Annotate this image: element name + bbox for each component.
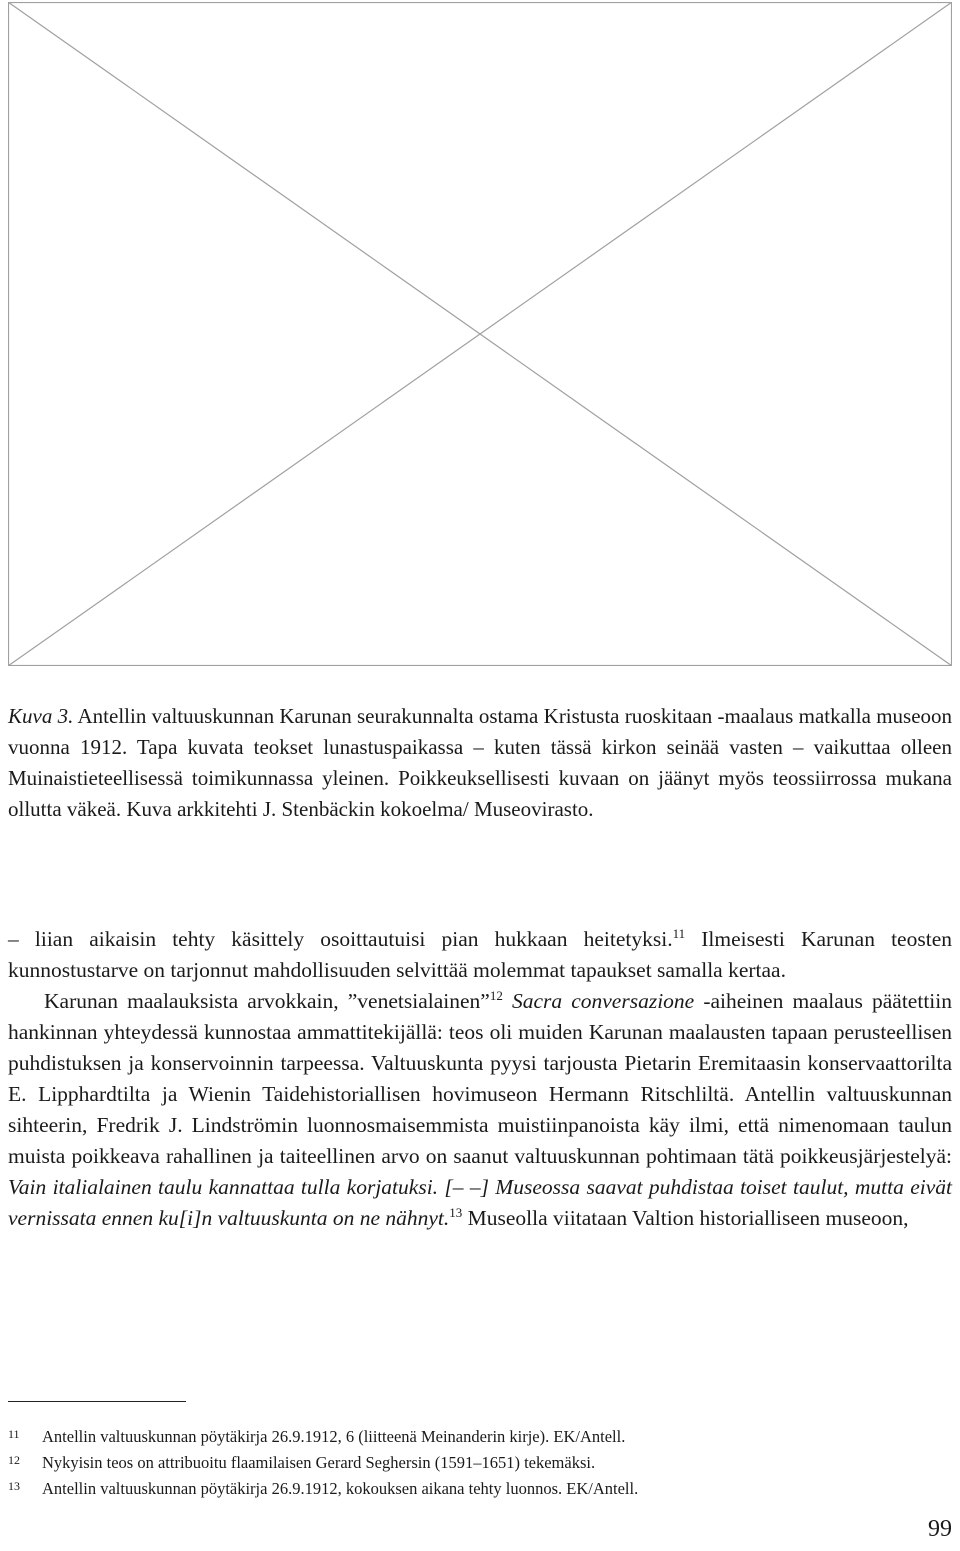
footnote-text: Nykyisin teos on attribuoitu flaamilaisen Gerard Seghersin (1591–1651) tekemäksi. bbox=[42, 1453, 596, 1472]
paragraph-1-text-a: – liian aikaisin tehty käsittely osoittautuisi pian hukkaan heitetyksi. bbox=[8, 927, 673, 951]
footnote-ref-11: 11 bbox=[672, 926, 686, 941]
page-number: 99 bbox=[928, 1516, 952, 1542]
footnote-13 bbox=[8, 1476, 952, 1502]
body-text bbox=[8, 924, 952, 1234]
footnote-text: Antellin valtuuskunnan pöytäkirja 26.9.1912, 6 (liitteenä Meinanderin kirje). EK/Antell. bbox=[42, 1427, 626, 1446]
paragraph-2 bbox=[8, 986, 952, 1234]
paragraph-1-text-b: Ilmeisesti Karunan teosten kunnostustarve on tarjonnut mahdollisuuden selvittää molemmat tapaukset samalla kertaa. bbox=[8, 927, 952, 982]
footnote-text: Antellin valtuuskunnan pöytäkirja 26.9.1912, kokouksen aikana tehty luonnos. EK/Antell. bbox=[42, 1479, 639, 1498]
footnote-number: 12 bbox=[8, 1453, 20, 1467]
caption-text: Antellin valtuuskunnan Karunan seurakunnalta ostama Kristusta ruoskitaan -maalaus matkalla museoon vuonna 1912. Tapa kuvata teokset lunastuspaikassa – kuten tässä kirkon seinää vasten – vaikuttaa olleen Muinaistieteellisessä toimikunnassa yleinen. Poikkeuksellisesti kuvaan on jäänyt myös teossiirrossa mukana ollutta väkeä. Kuva arkkitehti J. Stenbäckin kokoelma/ Museovirasto. bbox=[8, 704, 953, 821]
footnote-ref-13: 13 bbox=[449, 1205, 463, 1220]
footnote-12 bbox=[8, 1450, 952, 1476]
figure-image-placeholder bbox=[8, 2, 952, 666]
artwork-title: Sacra conversazione bbox=[502, 989, 695, 1013]
paragraph-1 bbox=[8, 924, 952, 986]
quoted-note: Vain italialainen taulu kannattaa tulla korjatuksi. [– –] Museossa saavat puhdistaa toiset taulut, mutta eivät vernissata ennen ku[i]n valtuuskunta on ne nähnyt. bbox=[8, 1175, 952, 1230]
footnote-number: 13 bbox=[8, 1479, 20, 1493]
paragraph-2-text-c: Museolla viitataan Valtion historialliseen museoon, bbox=[462, 1206, 909, 1230]
paragraph-2-text-a: Karunan maalauksista arvokkain, ”venetsialainen” bbox=[44, 989, 490, 1013]
footnote-11 bbox=[8, 1424, 952, 1450]
footnote-number: 11 bbox=[8, 1427, 20, 1441]
footnote-ref-12: 12 bbox=[489, 988, 503, 1003]
footnotes bbox=[8, 1424, 952, 1502]
image-placeholder-icon bbox=[8, 2, 952, 666]
caption-label: Kuva 3. bbox=[8, 704, 74, 728]
paragraph-2-text-b: -aiheinen maalaus päätettiin hankinnan yhteydessä kunnostaa ammattitekijällä: teos oli muiden Karunan maalausten tapaan perusteellisen puhdistuksen ja konservoinnin tarpeessa. Valtuuskunta pyysi tarjousta Pietarin Eremitaasin konservaattorilta E. Lipphardtilta ja Wienin Taidehistoriallisen hovimuseon Hermann Ritschliltä. Antellin valtuuskunnan sihteerin, Fredrik J. Lindströmin luonnosmaisemmista muistiinpanoista käy ilmi, että nimenomaan taulun muista poikkeava rahallinen ja taiteellinen arvo on saanut valtuuskunnan pohtimaan tätä poikkeusjärjestelyä: bbox=[8, 989, 952, 1168]
footnote-divider bbox=[8, 1401, 186, 1402]
figure-caption bbox=[8, 701, 952, 825]
